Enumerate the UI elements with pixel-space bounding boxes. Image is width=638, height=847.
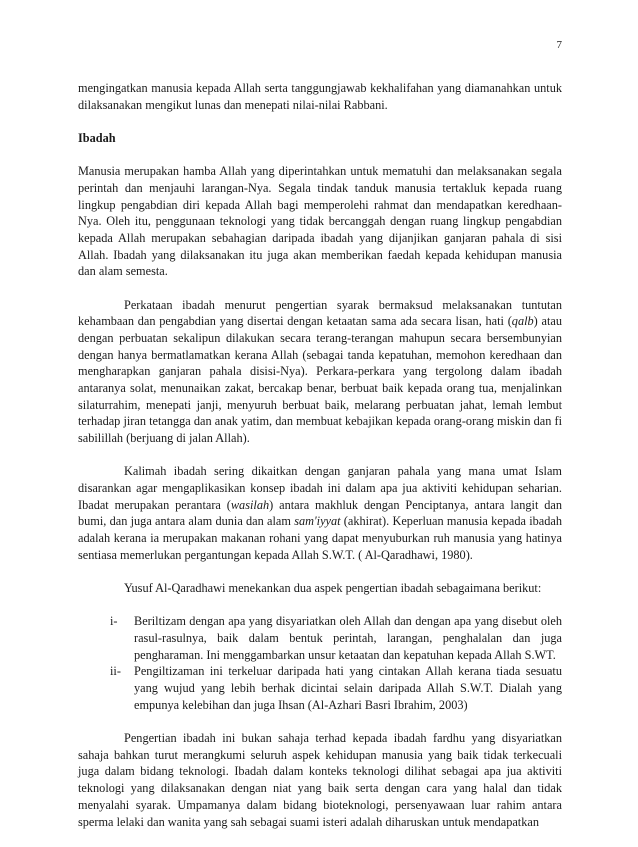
text-run: Perkataan ibadah menurut pengertian syarak bermaksud melaksanakan tuntutan kehambaan dan pengabdian yang disertai dengan ketaatan sama ada secara lisan, hati ( [78, 297, 562, 329]
paragraph-kalimah [78, 463, 562, 563]
paragraph-qaradhawi: Yusuf Al-Qaradhawi menekankan dua aspek pengertian ibadah sebagaimana berikut: [124, 581, 542, 596]
paragraph-definition: Manusia merupakan hamba Allah yang diperintahkan untuk mematuhi dan melaksanakan segala perintah dan menjauhi larangan-Nya. Segala tindak tanduk manusia tertakluk kepada ruang lingkup pengabdian diri kepada Allah bagi memperolehi rahmat dan mendapatkan keredhaan-Nya. Oleh itu, penggunaan teknologi yang tidak bercanggah dengan ruang lingkup pengabdian kepada Allah merupakan sebahagian daripada ibadah yang dijanjikan ganjaran pahala di sisi Allah. Ibadah yang dilaksanakan itu juga akan memberikan faedah kepada kehidupan manusia dan alam semesta. [78, 164, 562, 279]
list-marker: ii- [110, 664, 121, 679]
text-run: Kalimah ibadah sering dikaitkan dengan ganjaran pahala yang mana umat Islam disarankan agar mengaplikasikan konsep ibadah ini dalam apa jua aktiviti kehidupan seharian. Ibadat merupakan perantara ( [78, 464, 562, 512]
page-number: 7 [556, 39, 562, 51]
list-marker: i- [110, 614, 118, 629]
text-run: ) antara makhluk dengan Penciptanya, antara langit dan bumi, dan juga antara alam dunia dan alam [78, 497, 563, 529]
text-run: (akhirat). Keperluan manusia kepada ibadah adalah kerana ia merupakan makanan rohani yang dapat menyuburkan ruh manusia yang hatinya sentiasa memerlukan pergantungan kepada Allah S.W.T. ( Al-Qaradhawi, 1980). [78, 514, 562, 562]
text-run: ) atau dengan perbuatan sekalipun dilakukan secara terang-terangan mahupun secara bersembunyian dengan hanya bermatlamatkan kerana Allah (sebagai tanda kepatuhan, memohon keredhaan dan mengharapkan ganjaran pahala disisi-Nya). Perkara-perkara yang tergolong dalam ibadah antaranya solat, menunaikan zakat, bercakap benar, berbuat baik kepada orang tua, menjalinkan silaturrahim, menepati janji, menyuruh berbuat baik, melarang perbuatan jahat, lemah lembut terhadap jiran tetangga dan anak yatim, dan membuat kebajikan kepada orang-orang miskin dan fi sabilillah (berjuang di jalan Allah). [78, 314, 562, 446]
list-item [110, 663, 562, 713]
italic-term: qalb [511, 314, 534, 329]
list-item-text: Pengiltizaman ini terkeluar daripada hati yang cintakan Allah kerana tiada sesuatu yang wujud yang lebih berhak dicintai selain daripada Allah S.W.T. Dialah yang empunya kelebihan dan juga Ihsan (Al-Azhari Basri Ibrahim, 2003) [134, 664, 562, 712]
italic-term: sam'iyyat [294, 514, 341, 529]
list-item [110, 613, 562, 663]
paragraph-intro: mengingatkan manusia kepada Allah serta tanggungjawab kekhalifahan yang diamanahkan untuk dilaksanakan mengikut lunas dan menepati nilai-nilai Rabbani. [78, 81, 562, 112]
paragraph-syarak [78, 297, 562, 447]
aspect-list [110, 613, 562, 713]
italic-term: wasilah [230, 497, 270, 512]
document-body [78, 80, 562, 847]
section-heading: Ibadah [78, 130, 116, 145]
paragraph-technology: Pengertian ibadah ini bukan sahaja terhad kepada ibadah fardhu yang disyariatkan sahaja bahkan turut merangkumi seluruh aspek kehidupan manusia yang baik tidak terkecuali juga dalam bidang teknologi. Ibadah dalam konteks teknologi dilihat sebagai apa jua aktiviti teknologi yang dilaksanakan dengan niat yang baik serta dengan cara yang halal dan tidak menyalahi syarak. Umpamanya dalam bidang bioteknologi, persenyawaan luar rahim antara sperma lelaki dan wanita yang sah sebagai suami isteri adalah diharuskan untuk mendapatkan [78, 731, 562, 829]
list-item-text: Beriltizam dengan apa yang disyariatkan oleh Allah dan dengan apa yang disebut oleh rasul-rasulnya, baik dalam bentuk perintah, larangan, penghalalan dan juga pengharaman. Ini menggambarkan unsur ketaatan dan kepatuhan kepada Allah S.WT. [134, 614, 562, 662]
